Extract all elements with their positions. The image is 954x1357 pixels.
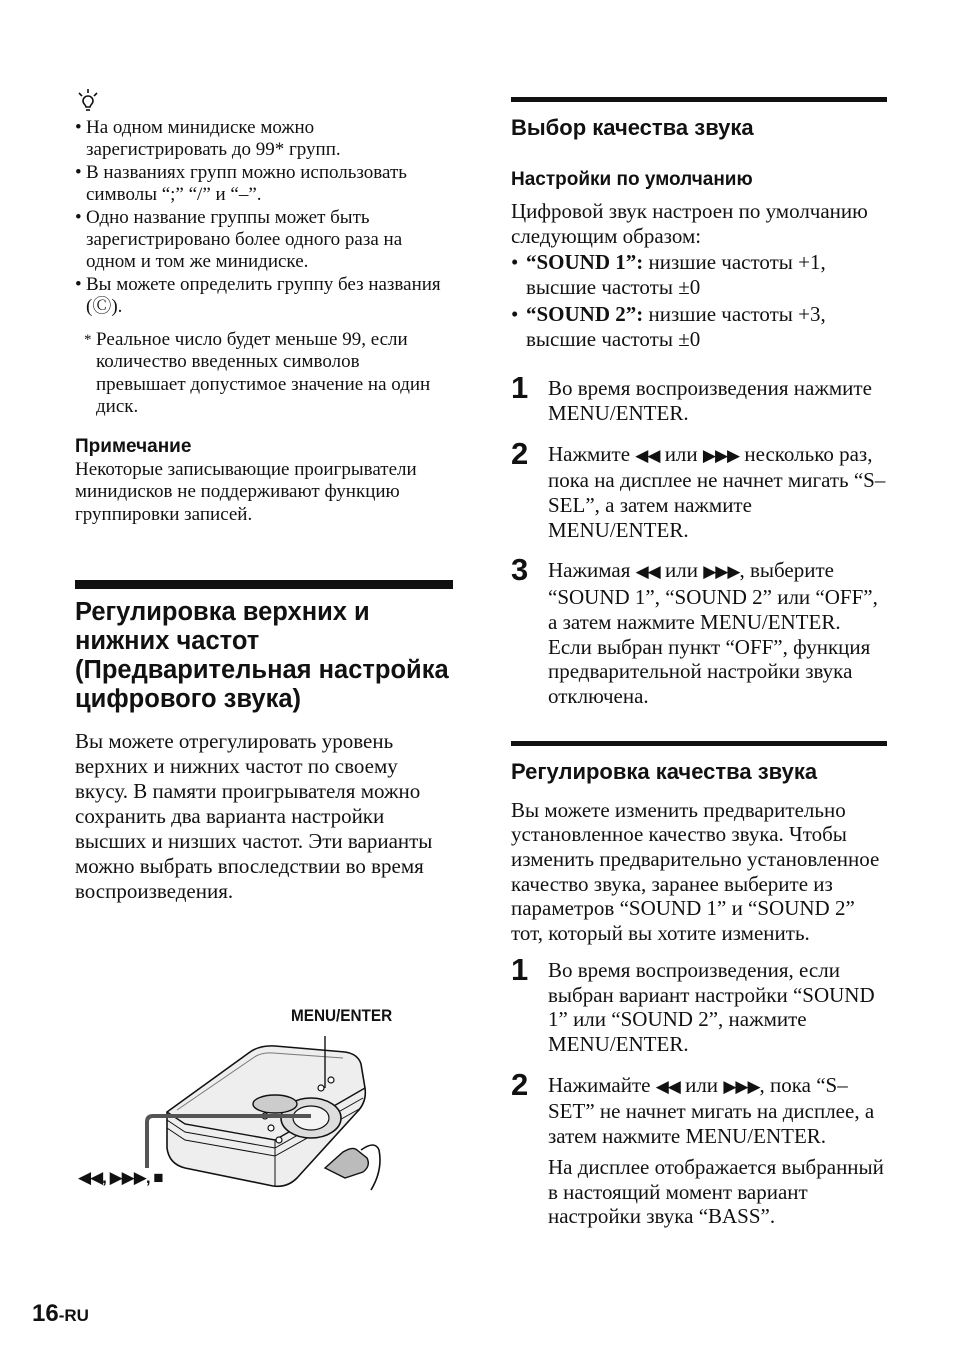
next-track-icon: ▶▶▶	[723, 1076, 760, 1097]
step-number: 1	[511, 370, 529, 406]
default-item: • “SOUND 1”: низшие частоты +1, высшие частоты ±0	[511, 250, 887, 299]
footnote	[84, 329, 453, 419]
left-column	[75, 88, 453, 904]
step-number: 3	[511, 552, 529, 588]
note-title: Примечание	[75, 435, 192, 457]
prev-track-icon: ◀◀	[655, 1076, 680, 1097]
note-text: Некоторые записывающие проигрыватели минидисков не поддерживают функцию группировки записей.	[75, 458, 417, 525]
section-rule	[75, 580, 453, 589]
prev-track-icon: ◀◀	[635, 562, 660, 583]
default-item: • “SOUND 2”: низшие частоты +3, высшие частоты ±0	[511, 302, 887, 351]
prev-track-icon: ◀◀	[635, 445, 660, 466]
section-title-sound-adjust: Регулировка качества звука	[511, 758, 818, 784]
tip-item: • На одном минидиске можно зарегистрировать до 99* групп.	[75, 117, 453, 162]
adjust-step-2: 2 Нажимайте ◀◀ или ▶▶▶, пока “S–SET” не начнет мигать на дисплее, а затем нажмите MENU/ENTER. На дисплее отображается выбранный в настоящий момент вариант настройки звука “BASS”.	[511, 1066, 884, 1229]
step-number: 1	[511, 951, 529, 987]
right-column	[511, 97, 887, 1229]
next-track-icon: ▶▶▶	[702, 445, 740, 466]
tip-item: • Вы можете определить группу без названия (Ⓒ).	[75, 274, 453, 319]
minidisc-player-illustration	[75, 1000, 455, 1200]
section-title-sound-select: Выбор качества звука	[511, 115, 754, 140]
step-1: 1 Во время воспроизведения нажмите MENU/ENTER.	[511, 370, 872, 425]
default-settings-title: Настройки по умолчанию	[511, 169, 753, 190]
section-rule	[511, 741, 887, 746]
tip-item: • В названиях групп можно использовать символы “;” “/” и “–”.	[75, 162, 453, 207]
tips-list	[75, 117, 453, 319]
buttons-label: ◀◀, ▶▶▶, ■	[78, 1168, 163, 1187]
tip-item: • Одно название группы может быть зарегистрировано более одного раза на одном и том же минидиске.	[75, 207, 453, 274]
step-number: 2	[511, 1066, 529, 1102]
defaults-intro: Цифровой звук настроен по умолчанию следующим образом:	[511, 199, 868, 248]
page-number: 16-RU	[32, 1300, 89, 1327]
section-rule	[511, 97, 887, 102]
device-figure	[75, 1000, 455, 1200]
step-number: 2	[511, 435, 529, 471]
adjust-step-1: 1 Во время воспроизведения, если выбран вариант настройки “SOUND 1” или “SOUND 2”, нажмите MENU/ENTER.	[511, 951, 875, 1056]
menu-enter-label: MENU/ENTER	[291, 1006, 393, 1025]
footnote-star: *	[84, 331, 92, 348]
lightbulb-hint-icon	[77, 88, 99, 112]
section-title-bass-treble: Регулировка верхних и нижних частот (Предварительная настройка цифрового звука)	[75, 598, 449, 714]
step-2: 2 Нажмите ◀◀ или ▶▶▶ несколько раз, пока на дисплее не начнет мигать “S–SEL”, а затем нажмите MENU/ENTER.	[511, 435, 886, 542]
next-track-icon: ▶▶▶	[703, 562, 740, 583]
step-3: 3 Нажимая ◀◀ или ▶▶▶, выберите “SOUND 1”, “SOUND 2” или “OFF”, а затем нажмите MENU/ENTER. Если выбран пункт “OFF”, функция предварительной настройки звука отключена.	[511, 552, 878, 708]
defaults-list	[511, 250, 887, 351]
adjust-intro: Вы можете изменить предварительно установленное качество звука. Чтобы изменить предварительно установленное качество звука, заранее выберите из параметров “SOUND 1” и “SOUND 2” тот, который вы хотите изменить.	[511, 797, 880, 946]
footnote-text: Реальное число будет меньше 99, если количество введенных символов превышает допустимое значение на один диск.	[96, 328, 431, 418]
section-body: Вы можете отрегулировать уровень верхних и нижних частот по своему вкусу. В памяти проигрывателя можно сохранить два варианта настройки высших и низших частот. Эти варианты можно выбрать впоследствии во время воспроизведения.	[75, 729, 433, 904]
